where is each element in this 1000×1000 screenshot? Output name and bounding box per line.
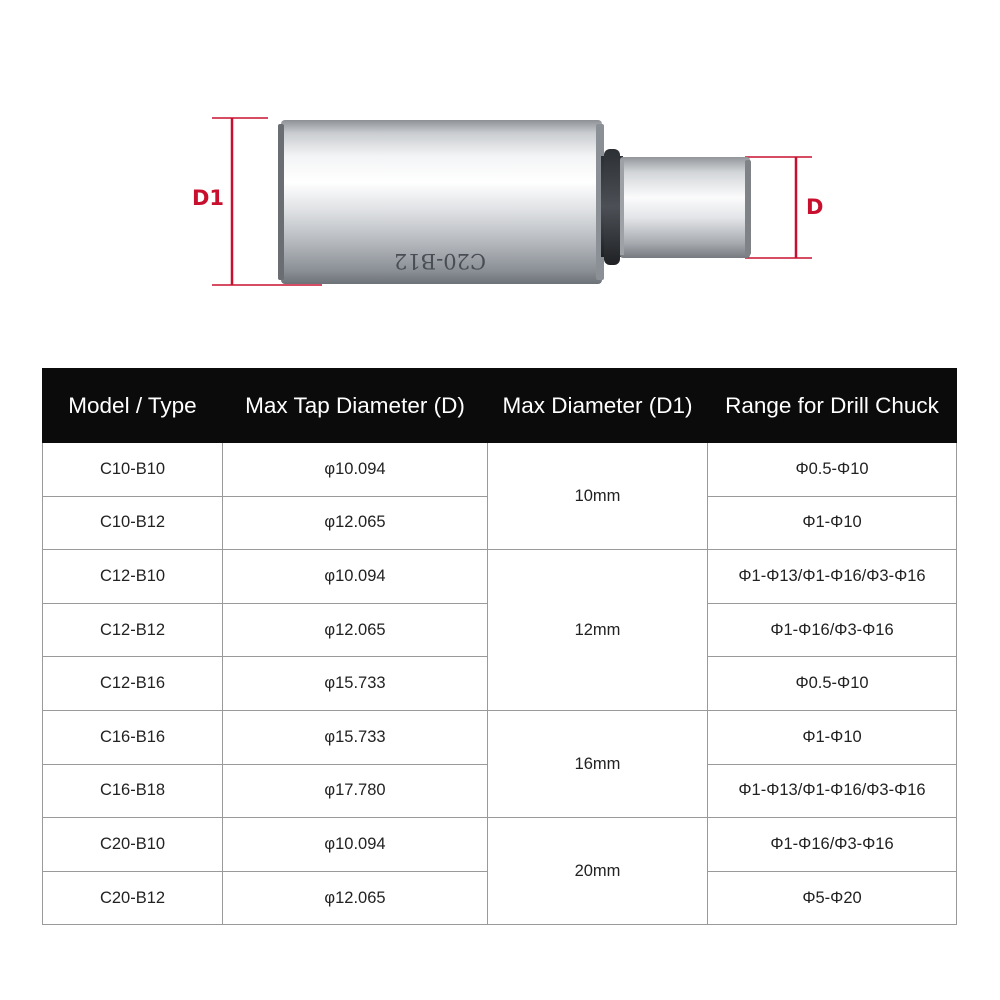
cell-tap-diameter: φ10.094 (223, 550, 488, 604)
d-label: D (806, 195, 824, 219)
cell-chuck-range: Φ1-Φ16/Φ3-Φ16 (708, 603, 957, 657)
cell-tap-diameter: φ17.780 (223, 764, 488, 818)
cell-max-diameter: 20mm (488, 818, 708, 925)
product-illustration (0, 0, 1000, 340)
engraving-text: C20-B12 (393, 249, 487, 273)
arbor-shank (620, 157, 751, 258)
table-row (43, 443, 957, 497)
cell-chuck-range: Φ5-Φ20 (708, 871, 957, 925)
table-row (43, 710, 957, 764)
cell-chuck-range: Φ1-Φ10 (708, 710, 957, 764)
cell-chuck-range: Φ0.5-Φ10 (708, 443, 957, 497)
cell-model: C10-B10 (43, 443, 223, 497)
cell-chuck-range: Φ1-Φ16/Φ3-Φ16 (708, 818, 957, 872)
cell-chuck-range: Φ1-Φ10 (708, 496, 957, 550)
cell-tap-diameter: φ15.733 (223, 710, 488, 764)
cell-chuck-range: Φ0.5-Φ10 (708, 657, 957, 711)
cell-chuck-range: Φ1-Φ13/Φ1-Φ16/Φ3-Φ16 (708, 550, 957, 604)
header-drill-chuck-range: Range for Drill Chuck (708, 369, 957, 443)
cell-max-diameter: 12mm (488, 550, 708, 711)
cell-max-diameter: 10mm (488, 443, 708, 550)
cell-model: C16-B16 (43, 710, 223, 764)
cell-tap-diameter: φ15.733 (223, 657, 488, 711)
cell-model: C10-B12 (43, 496, 223, 550)
d-dimension-line (745, 157, 812, 258)
header-model-type: Model / Type (43, 369, 223, 443)
cell-model: C16-B18 (43, 764, 223, 818)
table-row (43, 550, 957, 604)
table-row (43, 818, 957, 872)
spec-table (42, 368, 957, 925)
cell-tap-diameter: φ12.065 (223, 871, 488, 925)
cell-tap-diameter: φ12.065 (223, 496, 488, 550)
cell-model: C12-B16 (43, 657, 223, 711)
cell-tap-diameter: φ12.065 (223, 603, 488, 657)
cell-model: C20-B10 (43, 818, 223, 872)
cell-model: C20-B12 (43, 871, 223, 925)
cell-chuck-range: Φ1-Φ13/Φ1-Φ16/Φ3-Φ16 (708, 764, 957, 818)
cell-max-diameter: 16mm (488, 710, 708, 817)
cell-model: C12-B10 (43, 550, 223, 604)
cell-tap-diameter: φ10.094 (223, 818, 488, 872)
cell-model: C12-B12 (43, 603, 223, 657)
d1-label: D1 (192, 186, 225, 210)
arbor-drawing (0, 0, 1000, 340)
table-header-row (43, 369, 957, 443)
header-max-diameter: Max Diameter (D1) (488, 369, 708, 443)
header-max-tap-diameter: Max Tap Diameter (D) (223, 369, 488, 443)
cell-tap-diameter: φ10.094 (223, 443, 488, 497)
